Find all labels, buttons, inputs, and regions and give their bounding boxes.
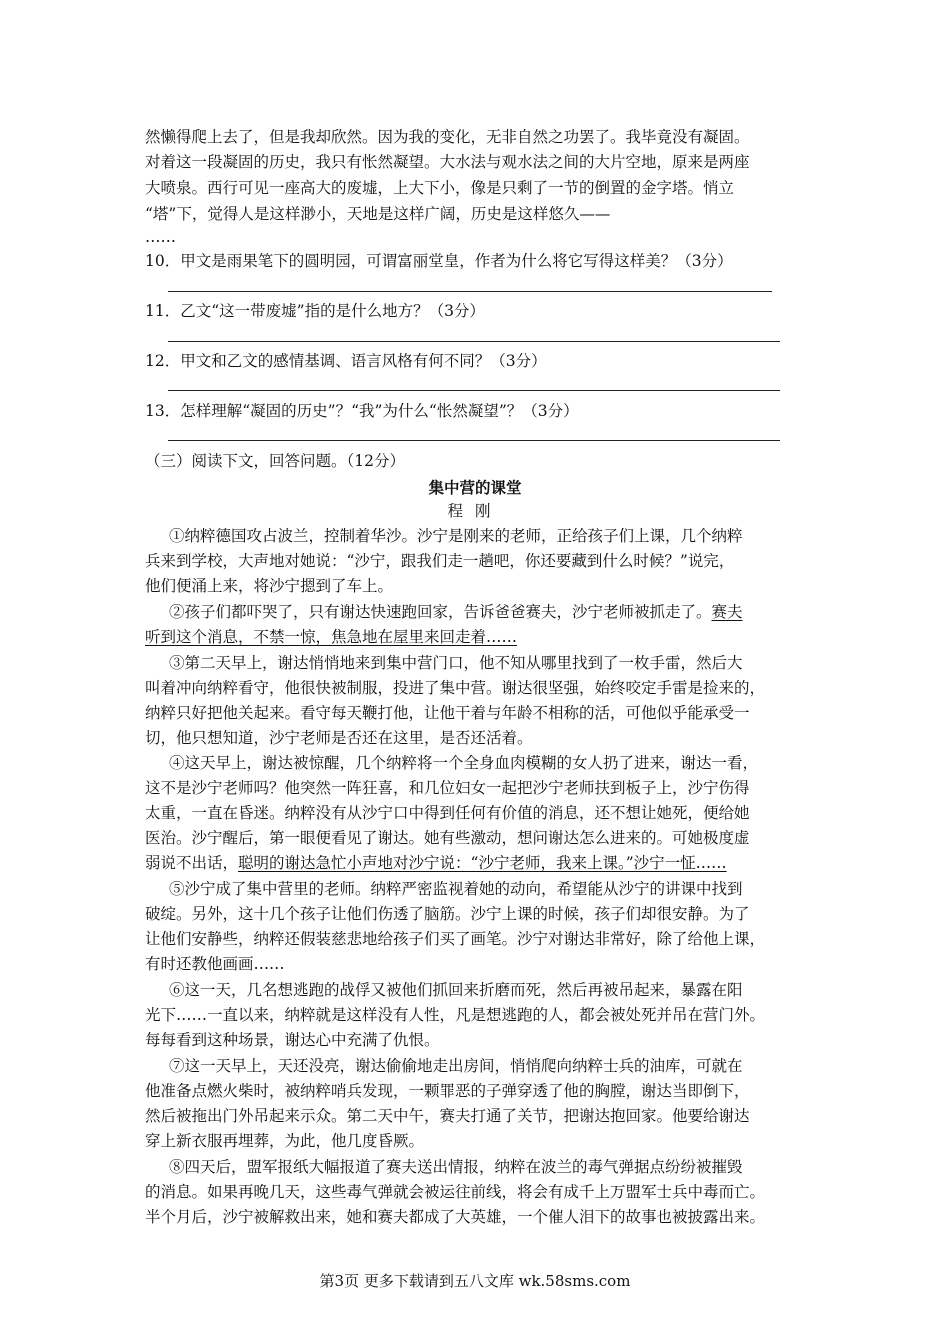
- answer-line-13[interactable]: [168, 440, 780, 441]
- paragraph-line: 这不是沙宁老师吗？他突然一阵狂喜，和几位妇女一起把沙宁老师扶到板子上，沙宁伤得: [145, 779, 750, 797]
- paragraph-line: 太重，一直在昏迷。纳粹没有从沙宁口中得到任何有价值的消息，还不想让她死，便给她: [145, 804, 750, 822]
- paragraph-line: 他们便涌上来，将沙宁摁到了车上。: [145, 577, 394, 595]
- underlined-text: 赛夫: [711, 603, 743, 621]
- paragraph-line: ①纳粹德国攻占波兰，控制着华沙。沙宁是刚来的老师，正给孩子们上课，几个纳粹: [169, 527, 743, 545]
- underlined-text: 听到这个消息，不禁一惊，焦急地在屋里来回走着……: [145, 628, 518, 646]
- answer-line-10[interactable]: [168, 291, 772, 292]
- story-author: 程刚: [447, 502, 503, 520]
- paragraph-line: 叫着冲向纳粹看守，他很快被制服，投进了集中营。谢达很坚强，始终咬定手雷是捡来的，: [145, 679, 766, 697]
- paragraph-line: [169, 601, 743, 623]
- underlined-text: 聪明的谢达急忙小声地对沙宁说：“沙宁老师，我来上课。”沙宁一怔……: [238, 854, 727, 872]
- paragraph-line: ⑧四天后，盟军报纸大幅报道了赛夫送出情报，纳粹在波兰的毒气弹据点纷纷被摧毁: [169, 1158, 743, 1176]
- passage-line: 对着这一段凝固的历史，我只有怅然凝望。大水法与观水法之间的大片空地，原来是两座: [145, 153, 750, 171]
- story-title: 集中营的课堂: [428, 479, 522, 497]
- paragraph-line: [145, 852, 727, 874]
- paragraph-line: 医治。沙宁醒后，第一眼便看见了谢达。她有些激动，想问谢达怎么进来的。可她极度虚: [145, 829, 750, 847]
- paragraph-line: 纳粹只好把他关起来。看守每天鞭打他，让他干着与年龄不相称的活，可他似乎能承受一: [145, 704, 750, 722]
- ellipsis-line: ……: [145, 228, 176, 246]
- paragraph-line: ⑤沙宁成了集中营里的老师。纳粹严密监视着她的动向，希望能从沙宁的讲课中找到: [169, 880, 743, 898]
- question-11: 11．乙文“这一带废墟”指的是什么地方？（3分）: [145, 302, 485, 320]
- paragraph-line: 穿上新衣服再埋葬，为此，他几度昏厥。: [145, 1132, 425, 1150]
- paragraph-line: 破绽。另外，这十几个孩子让他们伤透了脑筋。沙宁上课的时候，孩子们却很安静。为了: [145, 905, 750, 923]
- paragraph-line: 他准备点燃火柴时，被纳粹哨兵发现，一颗罪恶的子弹穿透了他的胸膛，谢达当即倒下，: [145, 1082, 750, 1100]
- answer-line-12[interactable]: [168, 390, 780, 391]
- paragraph-line: ⑥这一天，几名想逃跑的战俘又被他们抓回来折磨而死，然后再被吊起来，暴露在阳: [169, 981, 743, 999]
- paragraph-line: 切，他只想知道，沙宁老师是否还在这里，是否还活着。: [145, 729, 533, 747]
- paragraph-line: 有时还教他画画……: [145, 955, 285, 973]
- paragraph-line: 然后被拖出门外吊起来示众。第二天中午，赛夫打通了关节，把谢达抱回家。他要给谢达: [145, 1107, 750, 1125]
- paragraph-line: [145, 626, 517, 648]
- passage-line: 大喷泉。西行可见一座高大的废墟，上大下小，像是只剩了一节的倒置的金字塔。悄立: [145, 179, 735, 197]
- paragraph-line: 让他们安静些，纳粹还假装慈悲地给孩子们买了画笔。沙宁对谢达非常好，除了给他上课，: [145, 930, 766, 948]
- passage-line: “塔”下，觉得人是这样渺小，天地是这样广阔，历史是这样悠久——: [145, 205, 611, 223]
- answer-line-11[interactable]: [168, 341, 780, 342]
- paragraph-text: 弱说不出话，: [145, 854, 239, 872]
- section-heading: （三）阅读下文，回答问题。（12分）: [145, 452, 405, 470]
- page-footer: 第3页 更多下载请到五八文库 wk.58sms.com: [319, 1272, 631, 1290]
- paragraph-line: ④这天早上，谢达被惊醒，几个纳粹将一个全身血肉模糊的女人扔了进来，谢达一看，: [169, 754, 759, 772]
- question-13: 13．怎样理解“凝固的历史”？“我”为什么“怅然凝望”？（3分）: [145, 402, 579, 420]
- paragraph-text: ②孩子们都吓哭了，只有谢达快速跑回家，告诉爸爸赛夫，沙宁老师被抓走了。: [169, 603, 712, 621]
- paragraph-line: 的消息。如果再晚几天，这些毒气弹就会被运往前线，将会有成千上万盟军士兵中毒而亡。: [145, 1183, 766, 1201]
- paragraph-line: ③第二天早上，谢达悄悄地来到集中营门口，他不知从哪里找到了一枚手雷，然后大: [169, 654, 743, 672]
- passage-line: 然懒得爬上去了，但是我却欣然。因为我的变化，无非自然之功罢了。我毕竟没有凝固。: [145, 128, 750, 146]
- paragraph-line: ⑦这一天早上，天还没亮，谢达偷偷地走出房间，悄悄爬向纳粹士兵的油库，可就在: [169, 1057, 743, 1075]
- paragraph-line: 半个月后，沙宁被解救出来，她和赛夫都成了大英雄，一个催人泪下的故事也被披露出来。: [145, 1208, 766, 1226]
- paragraph-line: 兵来到学校，大声地对她说：“沙宁，跟我们走一趟吧，你还要藏到什么时候？”说完，: [145, 552, 735, 570]
- paragraph-line: 光下……一直以来，纳粹就是这样没有人性，凡是想逃跑的人，都会被处死并吊在营门外。: [145, 1006, 766, 1024]
- question-12: 12．甲文和乙文的感情基调、语言风格有何不同？（3分）: [145, 352, 547, 370]
- question-10: 10．甲文是雨果笔下的圆明园，可谓富丽堂皇，作者为什么将它写得这样美？（3分）: [145, 252, 733, 270]
- paragraph-line: 每每看到这种场景，谢达心中充满了仇恨。: [145, 1031, 440, 1049]
